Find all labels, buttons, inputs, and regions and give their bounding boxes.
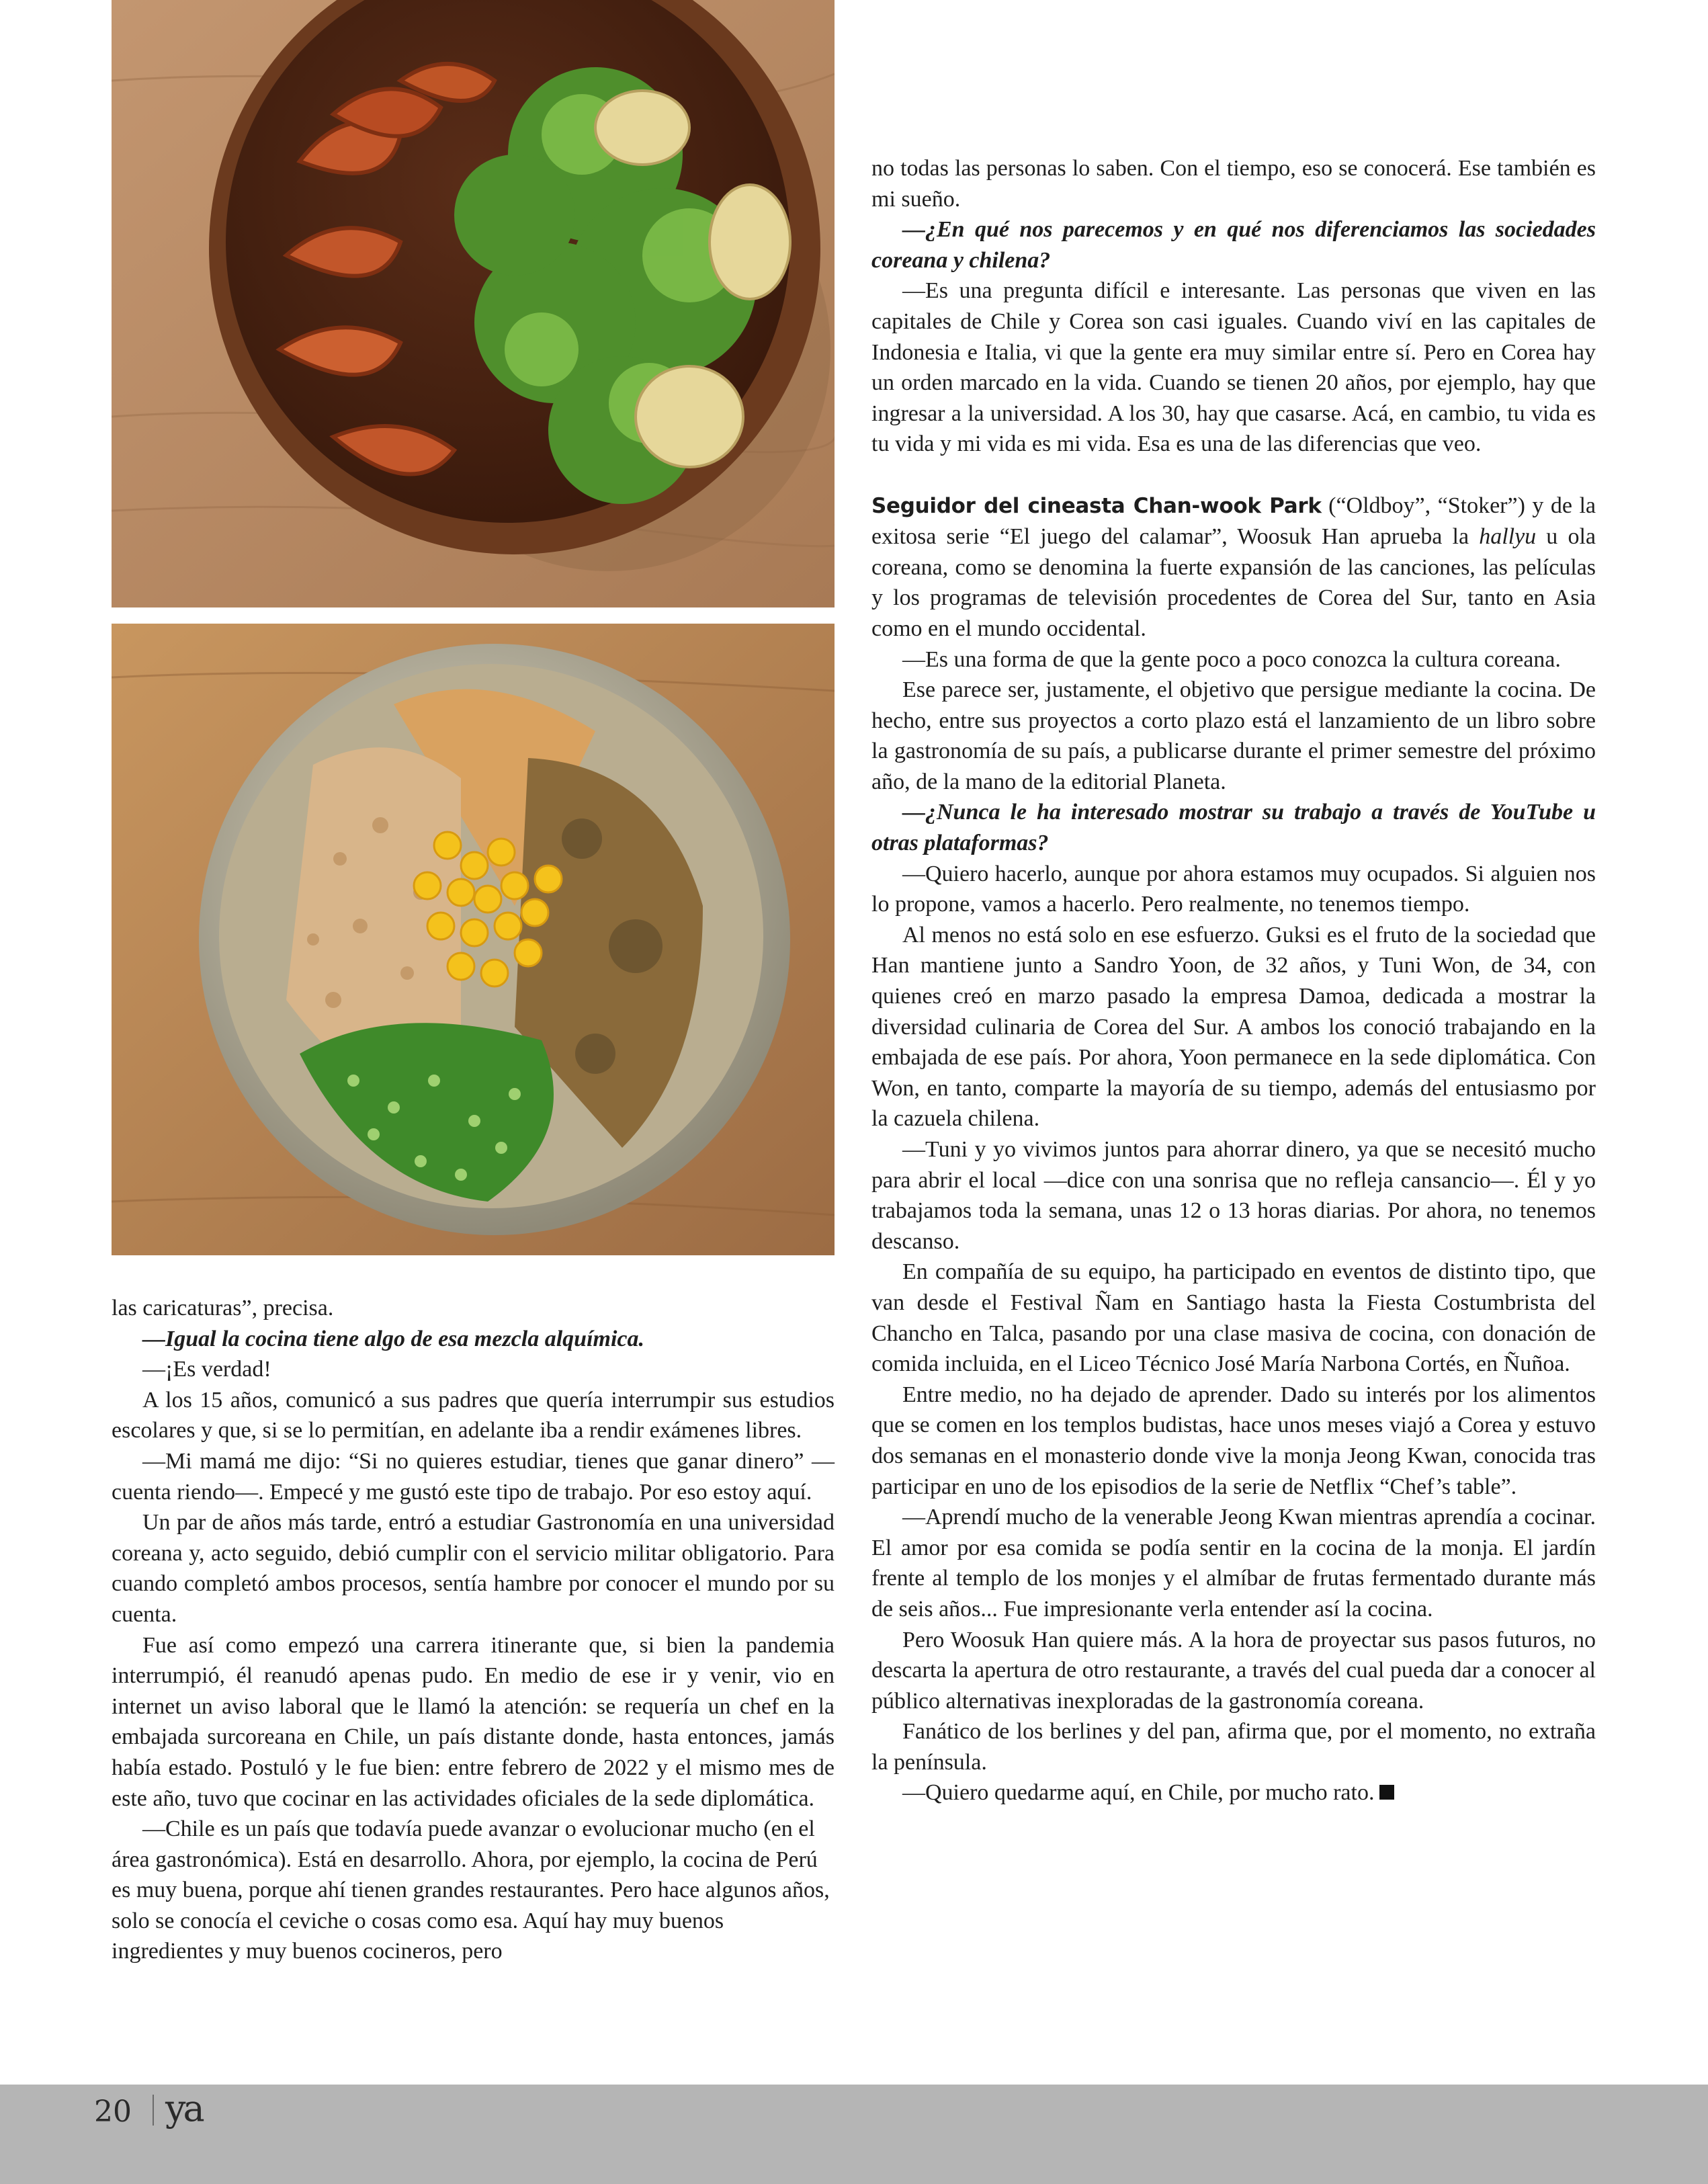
page-footer-bar	[0, 2085, 1708, 2184]
paragraph: —Es una forma de que la gente poco a poco conozca la cultura coreana.	[902, 646, 1561, 672]
paragraph: Ese parece ser, justamente, el objetivo que persigue mediante la cocina. De hecho, entre sus proyectos a corto plazo está el lanzamiento de un libro sobre la gastronomía de su país, a publicarse durante el primer semestre del próximo año, de la mano de la editorial Planeta.	[871, 677, 1596, 794]
paragraph: no todas las personas lo saben. Con el tiempo, eso se conocerá. Ese también es mi sueño.	[871, 156, 1596, 212]
paragraph: Fue así como empezó una carrera itinerante que, si bien la pandemia interrumpió, él reanudó apenas pudo. En medio de ese ir y venir, vio en internet un aviso laboral que le llamó la atención: se requería un chef en la embajada surcoreana en Chile, un país distante donde, hasta entonces, jamás había estado. Postuló y le fue bien: entre febrero de 2022 y el mismo mes de este año, tuvo que cocinar en las actividades oficiales de la sede diplomática.	[112, 1632, 835, 1811]
lead-in-text: Seguidor del cineasta Chan-wook Park	[871, 493, 1322, 518]
paragraph: las caricaturas”, precisa.	[112, 1296, 334, 1320]
paragraph: —Aprendí mucho de la venerable Jeong Kwan mientras aprendía a cocinar. El amor por esa comida se podía sentir en la cocina de la monja. El jardín frente al templo de los monjes y el almíbar de frutas fermentado durante más de seis años... Fue impresionante verla entender así la cocina.	[871, 1505, 1596, 1622]
end-of-article-mark	[1379, 1785, 1394, 1800]
page-number: 20	[94, 2095, 132, 2129]
paragraph: Entre medio, no ha dejado de aprender. Dado su interés por los alimentos que se comen en los templos budistas, hace unos meses viajó a Corea y estuvo dos semanas en el monasterio donde vive la monja Jeong Kwan, conocida tras participar en uno de los episodios de la serie de Netflix “Chef’s table”.	[871, 1382, 1596, 1499]
paragraph: Un par de años más tarde, entró a estudiar Gastronomía en una universidad coreana y, acto seguido, debió cumplir con el servicio militar obligatorio. Para cuando completó ambos procesos, sentía hambre por conocer el mundo por su cuenta.	[112, 1510, 835, 1627]
paragraph: —Tuni y yo vivimos juntos para ahorrar dinero, ya que se necesitó mucho para abrir el local —dice con una sonrisa que no refleja cansancio—. Él y yo trabajamos toda la semana, unas 12 o 13 horas diarias. Por ahora, no tenemos descanso.	[871, 1137, 1596, 1254]
photo-rice-bowl	[112, 624, 835, 1255]
paragraph-text: (“Oldboy”, “Stoker”) y de la exitosa serie “El juego del calamar”, Woosuk Han aprueba la	[871, 493, 1596, 550]
paragraph: —Chile es un país que todavía puede avanzar o evolucionar mucho (en el área gastronómica). Está en desarrollo. Ahora, por ejemplo, la cocina de Perú es muy buena, porque ahí tienen grandes restaurantes. Pero hace algunos años, solo se conocía el ceviche o cosas como esa. Aquí hay muy buenos ingredientes y muy buenos cocineros, pero	[112, 1816, 830, 1964]
interview-question: —Igual la cocina tiene algo de esa mezcla alquímica.	[142, 1326, 645, 1351]
paragraph: Pero Woosuk Han quiere más. A la hora de proyectar sus pasos futuros, no descarta la apertura de otro restaurante, a través del cual pueda dar a conocer al público alternativas inexploradas de la gastronomía coreana.	[871, 1627, 1596, 1714]
paragraph: —Es una pregunta difícil e interesante. Las personas que viven en las capitales de Chile y Corea son casi iguales. Cuando viví en las capitales de Indonesia e Italia, vi que la gente era muy similar entre sí. Pero en Corea hay un orden marcado en la vida. Cuando se tienen 20 años, por ejemplo, hay que ingresar a la universidad. A los 30, hay que casarse. Acá, en cambio, tu vida es tu vida y mi vida es mi vida. Esa es una de las diferencias que veo.	[871, 278, 1596, 457]
photo-dumpling-salad-bowl	[112, 0, 835, 607]
article-column-left	[112, 1293, 835, 1967]
paragraph: —¡Es verdad!	[142, 1357, 271, 1382]
paragraph-lead	[871, 491, 1596, 644]
footer-divider	[153, 2095, 154, 2126]
paragraph: Al menos no está solo en ese esfuerzo. Guksi es el fruto de la sociedad que Han mantiene junto a Sandro Yoon, de 32 años, y Tuni Won, de 34, con quienes creó en marzo pasado la empresa Damoa, dedicada a mostrar la diversidad culinaria de Corea del Sur. A ambos los conoció trabajando en la embajada de ese país. Por ahora, Yoon permanece en la sede diplomática. Con Won, en tanto, comparte la mayoría de su tiempo, además del entusiasmo por la cazuela chilena.	[871, 922, 1596, 1132]
paragraph: En compañía de su equipo, ha participado en eventos de distinto tipo, que van desde el Festival Ñam en Santiago hasta la Fiesta Costumbrista del Chancho en Talca, pasando por una clase masiva de cocina, con donación de comida incluida, en el Liceo Técnico José María Narbona Cortés, en Ñuñoa.	[871, 1259, 1596, 1377]
interview-question: —¿En qué nos parecemos y en qué nos diferenciamos las sociedades coreana y chilena?	[871, 217, 1596, 273]
interview-question: —¿Nunca le ha interesado mostrar su trabajo a través de YouTube u otras plataformas?	[871, 800, 1596, 856]
paragraph: A los 15 años, comunicó a sus padres que quería interrumpir sus estudios escolares y que, si se lo permitían, en adelante iba a rendir exámenes libres.	[112, 1387, 835, 1443]
paragraph-text: u ola coreana, como se denomina la fuerte expansión de las canciones, las películas y los programas de televisión procedentes de Corea del Sur, tanto en Asia como en el mundo occidental.	[871, 524, 1596, 641]
italic-term: hallyu	[1479, 524, 1537, 550]
paragraph: —Quiero quedarme aquí, en Chile, por mucho rato.	[871, 1777, 1596, 1808]
magazine-logo: ya	[165, 2087, 202, 2130]
article-column-right	[871, 153, 1596, 1808]
paragraph: —Quiero hacerlo, aunque por ahora estamos muy ocupados. Si alguien nos lo propone, vamos a hacerlo. Pero realmente, no tenemos tiempo.	[871, 861, 1596, 917]
paragraph: —Mi mamá me dijo: “Si no quieres estudiar, tienes que ganar dinero” —cuenta riendo—. Empecé y me gustó este tipo de trabajo. Por eso estoy aquí.	[112, 1448, 835, 1505]
paragraph: Fanático de los berlines y del pan, afirma que, por el momento, no extraña la península.	[871, 1719, 1596, 1775]
